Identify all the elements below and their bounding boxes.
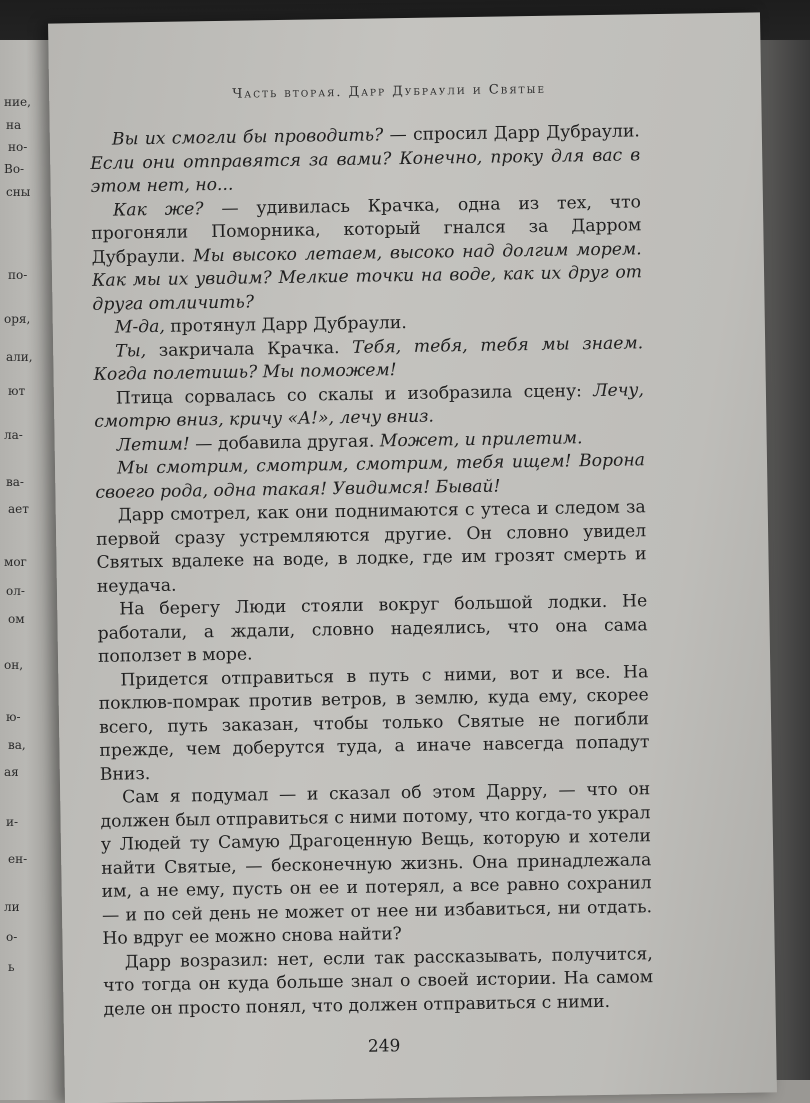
paragraph bbox=[91, 191, 643, 317]
left-page-fragment: ая bbox=[4, 765, 19, 779]
page-number: 249 bbox=[367, 1036, 401, 1057]
text-run: Дарр возразил: нет, если так рассказывать, получится, что тогда он куда больше знал о своей истории. На самом деле он просто понял, что должен отправиться с ними. bbox=[103, 943, 654, 1020]
text-run: На берегу Люди стояли вокруг большой лодки. Не работали, а ждали, словно надеялись, что она сама поползет в море. bbox=[97, 591, 648, 667]
text-run: — добавила другая. bbox=[189, 430, 380, 454]
paragraph bbox=[100, 778, 653, 951]
text-run: — спросил Дарр Дубраули. bbox=[383, 121, 640, 146]
italic-text: Как же? bbox=[112, 198, 204, 221]
paragraph bbox=[90, 120, 641, 199]
text-run: закричала Крачка. bbox=[145, 337, 353, 361]
left-page-fragment: и- bbox=[6, 815, 19, 829]
left-page-fragment: ли bbox=[4, 900, 20, 914]
italic-text: Мы смотрим, смотрим, смотрим, тебя ищем! Ворона своего рода, одна такая! Увидимся! Бывай! bbox=[95, 450, 646, 503]
paragraph bbox=[103, 943, 654, 1022]
left-page-fragment: ва- bbox=[6, 475, 24, 489]
italic-text: Ты, bbox=[115, 340, 147, 362]
left-page-fragment: он, bbox=[4, 658, 24, 672]
text-run: — удивилась Крачка, одна из тех, что прогоняли Поморника, который гнался за Дарром Дубраули. bbox=[91, 191, 642, 268]
left-page-fragment: ю- bbox=[6, 710, 21, 724]
left-page-fragment: ва, bbox=[8, 738, 26, 752]
paragraph bbox=[95, 449, 646, 505]
left-page-fragment: на bbox=[6, 118, 22, 132]
page-text bbox=[90, 120, 654, 1022]
italic-text: Летим! bbox=[116, 433, 190, 456]
left-page-fragment: ен- bbox=[8, 852, 28, 866]
italic-text: Лечу, смотрю вниз, кричу «А!», лечу вниз. bbox=[94, 379, 645, 432]
left-page-fragment: ает bbox=[8, 502, 29, 516]
text-run: протянул Дарр Дубраули. bbox=[164, 312, 407, 337]
left-page-fragment: ют bbox=[8, 384, 26, 398]
italic-text: М-да, bbox=[114, 316, 165, 338]
left-page-fragment: ом bbox=[8, 612, 25, 626]
left-page-fragment: оря, bbox=[4, 312, 31, 326]
italic-text: Если они отправятся за вами? Конечно, проку для вас в этом нет, но... bbox=[90, 144, 641, 197]
left-page-fragment: али, bbox=[6, 350, 33, 364]
left-page-fragment: сны bbox=[6, 185, 31, 199]
left-page-fragment: ла- bbox=[4, 428, 23, 442]
running-head: Часть вторая. Дарр Дубраули и Святые bbox=[232, 81, 547, 102]
text-run: Сам я подумал — и сказал об этом Дарру, — что он должен был отправиться с ними потому, что когда-то украл у Людей ту Самую Драгоценную Вещь, которую и хотели найти Святые, — бесконечную жизнь. Она принадлежала им, а не ему, пусть он ее и потерял, а все равно сохранил — и по сей день не может от нее ни избавиться, ни отдать. Но вдруг ее можно снова найти? bbox=[100, 779, 653, 949]
text-run: Птица сорвалась со скалы и изобразила сцену: bbox=[115, 380, 594, 409]
italic-text: Мы высоко летаем, высоко над долгим морем. Как мы их увидим? Мелкие точки на воде, как их друг от друга отличить? bbox=[91, 238, 643, 315]
text-run: Придется отправиться в путь с ними, вот и все. На поклюв-помрак против ветров, в землю, куда ему, скорее всего, путь заказан, чтобы только Святые не погибли прежде, чем доберутся туда, а иначе навсегда попадут Вниз. bbox=[98, 661, 650, 785]
text-run: Дарр смотрел, как они поднимаются с утеса и следом за первой сразу устремляются другие. Он словно увидел Святых вдалеке на воде, в лодке, где им грозят смерть и неудача. bbox=[95, 497, 647, 597]
left-page-fragment: мог bbox=[4, 555, 27, 569]
italic-text: Тебя, тебя, тебя мы знаем. Когда полетишь? Мы поможем! bbox=[93, 332, 644, 385]
left-page-fragment: по- bbox=[8, 268, 28, 282]
left-page-fragment: ние, bbox=[4, 95, 31, 109]
italic-text: Вы их смогли бы проводить? bbox=[111, 125, 384, 150]
left-page-fragment: ол- bbox=[6, 584, 25, 598]
italic-text: Может, и прилетим. bbox=[379, 427, 583, 451]
left-page-fragment: ь bbox=[8, 960, 15, 974]
left-page-fragment: Во- bbox=[4, 162, 25, 176]
left-page-fragment: о- bbox=[6, 930, 18, 944]
left-page-fragment: но- bbox=[8, 140, 28, 154]
book-page bbox=[48, 12, 777, 1103]
paragraph bbox=[96, 496, 647, 599]
paragraph bbox=[98, 661, 650, 787]
paragraph bbox=[97, 590, 648, 669]
